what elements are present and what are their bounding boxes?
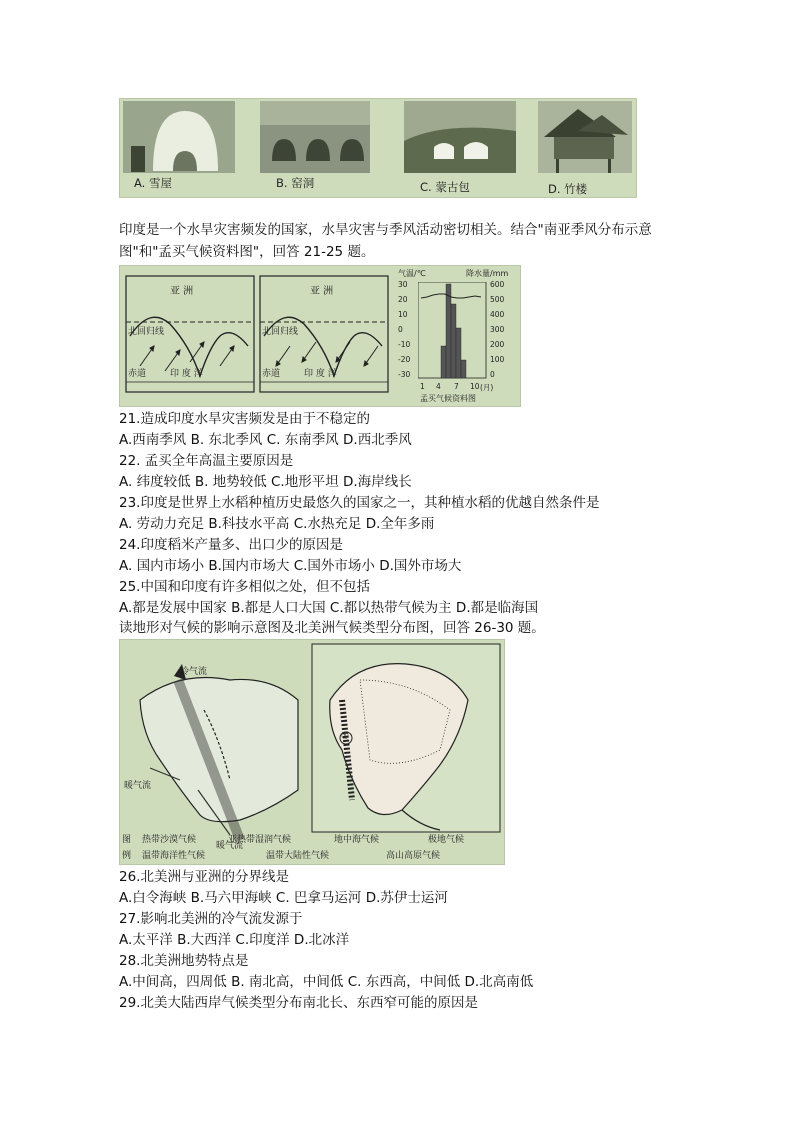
q24-options: A. 国内市场小 B.国内市场大 C.国外市场小 D.国外市场大 bbox=[119, 558, 462, 574]
monsoon-figure: 亚 洲 亚 洲 北回归线 北回归线 赤道 印 度 洋 赤道 印 度 洋 气温/℃ 降水量/mm 30 20 10 0 -10 -20 -30 600 500 400 300 200 100 0 1 4 7 10 (月) 孟买气候资料图 bbox=[119, 265, 521, 407]
q23: 23.印度是世界上水稻种植历史最悠久的国家之一，其种植水稻的优越自然条件是 bbox=[119, 495, 600, 511]
legend-item-1: 热带沙漠气候 bbox=[142, 835, 197, 845]
q26: 26.北美洲与亚洲的分界线是 bbox=[119, 869, 289, 885]
map2-asia-label: 亚 洲 bbox=[310, 286, 334, 297]
caption-a: A. 雪屋 bbox=[134, 176, 172, 190]
map2-ocean-label: 印 度 洋 bbox=[304, 369, 337, 379]
q23-options: A. 劳动力充足 B.科技水平高 C.水热充足 D.全年多雨 bbox=[119, 516, 435, 532]
legend-item-4: 极地气候 bbox=[428, 835, 465, 845]
legend-head-2: 例 bbox=[122, 851, 132, 861]
map1-ocean-label: 印 度 洋 bbox=[170, 369, 203, 379]
map1-equator-label: 赤道 bbox=[128, 369, 147, 379]
photo-bamboo-house bbox=[538, 101, 632, 173]
q24: 24.印度稻米产量多、出口少的原因是 bbox=[119, 537, 343, 553]
q27: 27.影响北美洲的冷气流发源于 bbox=[119, 911, 303, 927]
map2-equator-label: 赤道 bbox=[262, 369, 281, 379]
map1-asia-label: 亚 洲 bbox=[170, 286, 194, 297]
legend-item-3: 地中海气候 bbox=[334, 835, 380, 845]
legend-item-7: 高山高原气候 bbox=[386, 851, 441, 861]
q22: 22. 孟买全年高温主要原因是 bbox=[119, 453, 294, 469]
q27-options: A.太平洋 B.大西洋 C.印度洋 D.北冰洋 bbox=[119, 932, 350, 948]
circle-marker: ① bbox=[341, 732, 350, 742]
intro-text-3: 读地形对气候的影响示意图及北美洲气候类型分布图，回答 26-30 题。 bbox=[119, 620, 545, 636]
q22-options: A. 纬度较低 B. 地势较低 C.地形平坦 D.海岸线长 bbox=[119, 474, 412, 490]
caption-b: B. 窑洞 bbox=[276, 176, 315, 190]
photo-cave-dwelling bbox=[260, 101, 370, 173]
map1-tropic-label: 北回归线 bbox=[128, 327, 165, 337]
caption-c: C. 蒙古包 bbox=[420, 180, 470, 194]
temp-axis-label: 气温/℃ bbox=[398, 269, 426, 278]
precip-axis-label: 降水量/mm bbox=[466, 269, 509, 278]
north-america-maps-svg bbox=[120, 640, 504, 864]
q25: 25.中国和印度有许多相似之处，但不包括 bbox=[119, 579, 370, 595]
q29: 29.北美大陆西岸气候类型分布南北长、东西窄可能的原因是 bbox=[119, 995, 478, 1011]
legend-item-2: 亚热带湿润气候 bbox=[228, 835, 292, 845]
legend-head-1: 图 bbox=[122, 835, 132, 845]
legend-item-6: 温带大陆性气候 bbox=[266, 851, 330, 861]
north-america-figure bbox=[119, 639, 505, 865]
housing-photos-figure bbox=[119, 98, 637, 198]
warm-air-label-1: 暖气流 bbox=[124, 781, 152, 791]
caption-d: D. 竹楼 bbox=[548, 182, 588, 196]
legend bbox=[120, 832, 504, 864]
q21-options: A.西南季风 B. 东北季风 C. 东南季风 D.西北季风 bbox=[119, 432, 412, 448]
q28: 28.北美洲地势特点是 bbox=[119, 953, 249, 969]
warm-air-label-2: 暖气流 bbox=[216, 841, 244, 851]
photo-igloo bbox=[123, 101, 235, 173]
q26-options: A.白令海峡 B.马六甲海峡 C. 巴拿马运河 D.苏伊士运河 bbox=[119, 890, 448, 906]
climate-chart-title: 孟买气候资料图 bbox=[420, 394, 476, 403]
q28-options: A.中间高，四周低 B. 南北高，中间低 C. 东西高，中间低 D.北高南低 bbox=[119, 974, 534, 990]
climate-plot bbox=[418, 282, 488, 382]
map2-tropic-label: 北回归线 bbox=[262, 327, 299, 337]
photo-yurt bbox=[404, 101, 516, 173]
intro-text-2: 图"和"孟买气候资料图"，回答 21-25 题。 bbox=[119, 244, 375, 260]
q25-options: A.都是发展中国家 B.都是人口大国 C.都以热带气候为主 D.都是临海国 bbox=[119, 600, 539, 616]
cold-air-label: 冷气流 bbox=[180, 667, 208, 677]
legend-item-5: 温带海洋性气候 bbox=[142, 851, 206, 861]
intro-text-1: 印度是一个水旱灾害频发的国家，水旱灾害与季风活动密切相关。结合"南亚季风分布示意 bbox=[119, 222, 652, 238]
q21: 21.造成印度水旱灾害频发是由于不稳定的 bbox=[119, 411, 370, 427]
